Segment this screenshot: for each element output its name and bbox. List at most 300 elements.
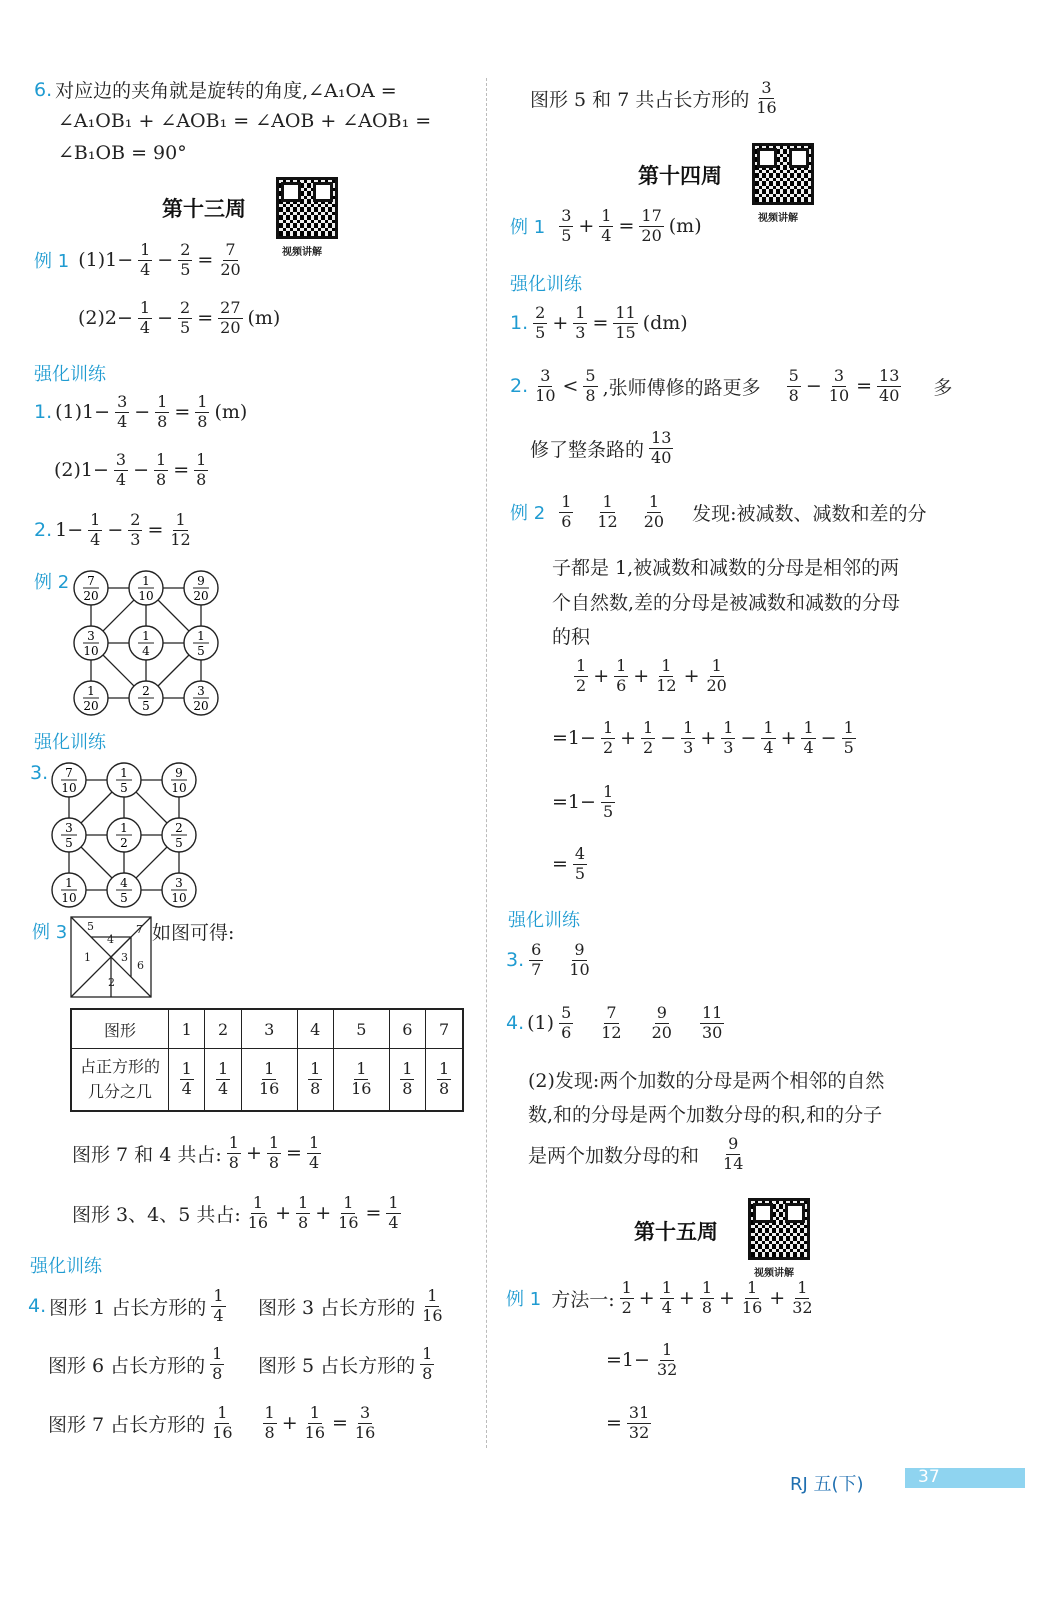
- denominator: 20: [220, 317, 241, 337]
- ex1-label: 例 1: [34, 251, 70, 273]
- numerator: 1: [264, 1058, 275, 1078]
- row-label-line: 几分之几: [87, 1082, 152, 1102]
- denominator: 4: [388, 1212, 399, 1232]
- fraction: [218, 242, 242, 279]
- node-denominator: 5: [120, 891, 128, 905]
- numerator: 1: [356, 1058, 367, 1078]
- unit: (m): [214, 401, 248, 424]
- t4-text: 图形 5 占长方形的: [258, 1354, 416, 1377]
- sum-text: 图形 3、4、5 共占:: [72, 1203, 241, 1226]
- numerator: 1: [343, 1193, 354, 1212]
- denominator: 8: [585, 385, 596, 405]
- r-ex1b-line1: 例 1 方法一: $\frac{1}{2}$ + $\frac{1}{4}$ + $\frac{1}{8}$ + $\frac{1}{16}$ + $\frac{1}{32}$: [506, 1278, 813, 1317]
- denominator: 3: [683, 737, 694, 757]
- node-numerator: 9: [197, 574, 205, 588]
- fraction: [194, 452, 208, 489]
- r-t4-text3: 是两个加数分母的和: [528, 1144, 700, 1167]
- fraction: [246, 1195, 270, 1232]
- ex1-part: (1)1−: [78, 249, 134, 272]
- tangram-piece-label: 7: [136, 923, 143, 936]
- numerator: 3: [117, 392, 128, 411]
- tangram-piece-label: 2: [108, 976, 115, 989]
- denominator: 40: [879, 385, 900, 405]
- table-header-cell: 2: [205, 1009, 241, 1049]
- cont-line: [530, 80, 781, 117]
- numerator: 1: [268, 1133, 280, 1152]
- qr-code-icon[interactable]: [748, 1198, 810, 1260]
- denominator: 6: [561, 1022, 572, 1042]
- denominator: 30: [701, 1022, 723, 1042]
- node-numerator: 1: [142, 574, 150, 588]
- t3-number: 3.: [30, 762, 49, 784]
- numerator: 6: [531, 940, 542, 959]
- numerator: 1: [601, 206, 612, 225]
- node-numerator: 2: [175, 821, 183, 835]
- numerator: 5: [585, 366, 596, 385]
- denominator: 8: [701, 1297, 712, 1317]
- numerator: 3: [561, 206, 572, 225]
- fraction: [583, 368, 597, 405]
- denominator: 12: [656, 675, 677, 695]
- fraction: [649, 430, 673, 467]
- r-ex2-text4: 的积: [552, 626, 591, 648]
- r-train-heading-1: 强化训练: [510, 274, 582, 295]
- r-t1-line: 1. $\frac{2}{5}$ + $\frac{1}{3}$ = $\frac{11}{15}$ (dm): [510, 303, 688, 342]
- denominator: 20: [641, 225, 662, 245]
- qr-code-icon[interactable]: [276, 177, 338, 239]
- tangram-piece-label: 6: [137, 959, 144, 972]
- numerator: 1: [763, 718, 774, 737]
- tangram-piece-label: 3: [121, 951, 128, 964]
- denominator: 16: [756, 97, 777, 117]
- node-denominator: 20: [83, 589, 99, 603]
- denominator: 7: [531, 959, 542, 979]
- denominator: 5: [574, 863, 586, 883]
- numerator: 2: [535, 303, 546, 322]
- denominator: 16: [354, 1422, 376, 1442]
- r-t4-line1: [506, 1005, 726, 1042]
- r-t2-text: ,张师傅修的路更多: [602, 376, 761, 399]
- numerator: 3: [833, 366, 845, 385]
- denominator: 8: [310, 1078, 321, 1098]
- denominator: 4: [181, 1078, 192, 1098]
- numerator: 1: [90, 510, 101, 529]
- numerator: 7: [225, 240, 236, 259]
- denominator: 10: [828, 385, 850, 405]
- r-ex1b-line3: = $\frac{31}{32}$: [606, 1403, 650, 1442]
- denominator: 14: [723, 1153, 744, 1173]
- qr-code-icon[interactable]: [752, 143, 814, 205]
- denominator: 5: [180, 317, 191, 337]
- r-ex2-sum4: = $\frac{4}{5}$: [552, 844, 586, 883]
- train-heading-2: 强化训练: [34, 732, 106, 753]
- node-denominator: 10: [171, 781, 187, 795]
- numerator: 1: [621, 1278, 632, 1297]
- denominator: 3: [723, 737, 734, 757]
- numerator: 3: [761, 78, 772, 97]
- fraction: [595, 494, 619, 531]
- node-numerator: 4: [120, 876, 128, 890]
- denominator: 16: [422, 1305, 443, 1325]
- t1-part: (1)1−: [55, 401, 111, 424]
- fraction: [115, 394, 129, 431]
- numerator: 31: [628, 1403, 650, 1422]
- r-ex2-line1: [510, 494, 927, 531]
- denominator: 16: [258, 1078, 280, 1098]
- fraction: [787, 368, 801, 405]
- denominator: 10: [535, 385, 556, 405]
- sum-7-4: 图形 7 和 4 共占: $\frac{1}{8}$ + $\frac{1}{8}$ = $\frac{1}{4}$: [72, 1133, 320, 1172]
- q6-line1: [34, 76, 397, 103]
- node-denominator: 10: [83, 644, 99, 658]
- ex1-line2: (2)2− $\frac{1}{4}$ − $\frac{2}{5}$ = $\frac{27}{20}$ (m): [78, 298, 281, 337]
- fraction: [386, 1195, 400, 1232]
- denominator: 4: [308, 1152, 320, 1172]
- fraction: [88, 512, 102, 549]
- numerator: 1: [139, 298, 151, 317]
- table-row-label: [71, 1049, 169, 1111]
- node-numerator: 1: [65, 876, 73, 890]
- table-header-cell: 5: [333, 1009, 389, 1049]
- denominator: 4: [661, 1297, 672, 1317]
- numerator: 9: [728, 1134, 739, 1153]
- node-denominator: 5: [175, 836, 183, 850]
- train-heading-3: 强化训练: [30, 1256, 102, 1277]
- node-denominator: 5: [142, 699, 150, 713]
- r-t2-line2: [530, 430, 675, 467]
- denominator: 16: [338, 1212, 359, 1232]
- numerator: 1: [843, 718, 854, 737]
- fraction: [573, 305, 587, 342]
- ex3-text: 如图可得:: [152, 922, 235, 944]
- node-numerator: 3: [175, 876, 183, 890]
- table-header-row: [71, 1009, 463, 1049]
- r-t4-line3: [528, 1136, 747, 1173]
- numerator: 1: [602, 492, 613, 511]
- t4-line1: [28, 1288, 228, 1325]
- r-t4-text1: (2)发现:两个加数的分母是两个相邻的自然: [528, 1070, 885, 1092]
- column-divider: [486, 78, 487, 1448]
- qr-caption: 视频讲解: [758, 213, 798, 224]
- numerator: 1: [616, 656, 627, 675]
- numerator: 1: [298, 1193, 309, 1212]
- r-ex1b-text: 方法一:: [551, 1288, 615, 1311]
- denominator: 2: [621, 1297, 632, 1317]
- fraction: [178, 242, 192, 279]
- node-numerator: 7: [65, 766, 73, 780]
- r-train-heading-2: 强化训练: [508, 910, 580, 931]
- table-cell: [169, 1049, 205, 1111]
- t1-number: 1.: [34, 401, 53, 424]
- numerator: 4: [574, 844, 586, 863]
- numerator: 1: [723, 718, 734, 737]
- r-ex1b-label: 例 1: [506, 1289, 542, 1311]
- t4-line3: 图形 7 占长方形的 $\frac{1}{16}$ $\frac{1}{8}$ + $\frac{1}{16}$ = $\frac{3}{16}$: [48, 1403, 376, 1442]
- cont-text: 图形 5 和 7 共占长方形的: [530, 88, 750, 111]
- r-t4-part: (1): [527, 1012, 555, 1035]
- fraction: [210, 1405, 234, 1442]
- r-t3-line: [506, 942, 594, 979]
- t4-line1b: [258, 1288, 447, 1325]
- denominator: 8: [156, 469, 167, 489]
- fraction: [613, 305, 637, 342]
- fraction: [420, 1346, 434, 1383]
- fraction: [559, 494, 573, 531]
- node-denominator: 10: [61, 781, 77, 795]
- t1-part2: (2)1−: [54, 459, 109, 482]
- table-cell: [389, 1049, 425, 1111]
- denominator: 8: [788, 385, 799, 405]
- r-ex1-line: 例 1 $\frac{3}{5}$ + $\frac{1}{4}$ = $\frac{17}{20}$ (m): [510, 206, 702, 245]
- numerator: 1: [701, 1278, 712, 1297]
- fraction: [303, 1405, 327, 1442]
- table-cell: [205, 1049, 241, 1111]
- numerator: 1: [264, 1403, 275, 1422]
- fraction: [168, 512, 192, 549]
- week13-title: 第十三周: [162, 197, 246, 221]
- denominator: 5: [602, 801, 614, 821]
- denominator: 4: [140, 259, 151, 279]
- r-ex2-text3: 个自然数,差的分母是被减数和减数的分母: [552, 592, 901, 614]
- denominator: 16: [247, 1212, 269, 1232]
- table-cell: [241, 1049, 297, 1111]
- numerator: 1: [181, 1058, 192, 1078]
- t4-text: 图形 6 占长方形的: [48, 1354, 206, 1377]
- row-label-line: 占正方形的: [79, 1056, 160, 1076]
- node-numerator: 1: [197, 629, 205, 643]
- r-ex2-label: 例 2: [510, 503, 546, 525]
- numerator: 1: [157, 392, 168, 411]
- numerator: 7: [606, 1003, 617, 1022]
- numerator: 1: [661, 1278, 672, 1297]
- node-denominator: 5: [65, 836, 73, 850]
- denominator: 2: [602, 737, 614, 757]
- q6-text1: 对应边的夹角就是旋转的角度,∠A₁OA =: [55, 80, 397, 102]
- denominator: 8: [228, 1152, 239, 1172]
- numerator: 1: [217, 1403, 228, 1422]
- q6-number: 6.: [34, 78, 53, 101]
- page-number: 37: [918, 1467, 940, 1487]
- fraction: [178, 300, 192, 337]
- numerator: 1: [576, 656, 587, 675]
- fraction: [138, 300, 152, 337]
- unit: (dm): [642, 312, 688, 335]
- denominator: 8: [422, 1363, 433, 1383]
- numerator: 27: [220, 298, 241, 317]
- denominator: 20: [643, 511, 665, 531]
- week14-title: 第十四周: [638, 164, 722, 188]
- unit: (m): [247, 307, 281, 330]
- fraction: [307, 1135, 321, 1172]
- denominator: 32: [628, 1422, 650, 1442]
- r-ex2-text: 发现:被减数、减数和差的分: [692, 502, 927, 525]
- denominator: 32: [792, 1297, 813, 1317]
- fraction: [114, 452, 128, 489]
- denominator: 4: [139, 317, 151, 337]
- numerator: 17: [641, 206, 662, 225]
- train-heading-1: 强化训练: [34, 364, 106, 385]
- numerator: 1: [309, 1403, 320, 1422]
- numerator: 3: [115, 450, 127, 469]
- t2-line: 2. 1− $\frac{1}{4}$ − $\frac{2}{3}$ = $\frac{1}{12}$: [34, 510, 191, 549]
- numerator: 1: [575, 303, 586, 322]
- node-numerator: 7: [87, 574, 95, 588]
- numerator: 1: [661, 656, 672, 675]
- numerator: 1: [803, 718, 814, 737]
- t3-grid-diagram: [48, 760, 208, 910]
- tangram-piece-label: 1: [84, 951, 91, 964]
- denominator: 20: [651, 1022, 672, 1042]
- t4-text: 图形 3 占长方形的: [258, 1296, 416, 1319]
- denominator: 8: [298, 1212, 309, 1232]
- fraction: [227, 1135, 241, 1172]
- r-t1-number: 1.: [510, 312, 529, 335]
- node-denominator: 10: [61, 891, 77, 905]
- denominator: 4: [601, 225, 612, 245]
- denominator: 16: [212, 1422, 233, 1442]
- denominator: 8: [264, 1422, 275, 1442]
- numerator: 11: [701, 1003, 723, 1022]
- numerator: 1: [175, 510, 186, 529]
- node-numerator: 3: [87, 629, 95, 643]
- fraction: [210, 1346, 224, 1383]
- numerator: 1: [228, 1133, 239, 1152]
- fraction: [195, 394, 209, 431]
- denominator: 8: [402, 1078, 413, 1098]
- denominator: 8: [197, 411, 208, 431]
- r-ex2-sum3: =1− $\frac{1}{5}$: [552, 782, 614, 821]
- fraction: [263, 1405, 277, 1442]
- fraction: [128, 512, 142, 549]
- numerator: 13: [651, 428, 672, 447]
- numerator: 1: [422, 1344, 433, 1363]
- node-numerator: 1: [120, 766, 128, 780]
- table-row: [71, 1049, 463, 1111]
- fraction: [533, 368, 557, 405]
- denominator: 12: [170, 529, 191, 549]
- numerator: 1: [213, 1286, 224, 1305]
- r-t2-more: 多: [933, 376, 953, 399]
- numerator: 1: [683, 718, 694, 737]
- numerator: 2: [130, 510, 141, 529]
- denominator: 10: [569, 959, 590, 979]
- t2-part: 1−: [55, 519, 84, 542]
- denominator: 4: [763, 737, 774, 757]
- t1-line1: 1. (1)1− $\frac{3}{4}$ − $\frac{1}{8}$ = $\frac{1}{8}$ (m): [34, 392, 248, 431]
- table-header-cell: 3: [241, 1009, 297, 1049]
- numerator: 1: [197, 392, 208, 411]
- denominator: 6: [616, 675, 627, 695]
- numerator: 5: [561, 1003, 572, 1022]
- t4-text: 图形 1 占长方形的: [49, 1296, 207, 1319]
- numerator: 9: [656, 1003, 667, 1022]
- numerator: 1: [648, 492, 659, 511]
- r-t3-number: 3.: [506, 949, 525, 972]
- table-header-cell: 7: [426, 1009, 463, 1049]
- node-denominator: 5: [120, 781, 128, 795]
- denominator: 3: [130, 529, 141, 549]
- r-t2-text2: 修了整条路的: [530, 438, 645, 461]
- r-ex2-sum2: =1− $\frac{1}{2}$ + $\frac{1}{2}$ − $\frac{1}{3}$ + $\frac{1}{3}$ − $\frac{1}{4}$ + $\frac{1}{4}$ − $\frac{1}{5}$: [552, 718, 854, 757]
- r-ex1-label: 例 1: [510, 217, 546, 239]
- fraction: [353, 1405, 377, 1442]
- fraction: [754, 80, 778, 117]
- fraction: [154, 452, 168, 489]
- node-denominator: 4: [142, 644, 150, 658]
- node-numerator: 1: [142, 629, 150, 643]
- table-header-cell: 4: [297, 1009, 333, 1049]
- numerator: 11: [615, 303, 636, 322]
- r-ex2-text2: 子都是 1,被减数和减数的分母是相邻的两: [552, 557, 900, 579]
- denominator: 4: [803, 737, 814, 757]
- ex1-line1: 例 1 (1)1− $\frac{1}{4}$ − $\frac{2}{5}$ = $\frac{7}{20}$: [34, 240, 241, 279]
- fraction: [138, 242, 152, 279]
- r-t4-number: 4.: [506, 1012, 525, 1035]
- denominator: 8: [438, 1078, 450, 1098]
- numerator: 1: [218, 1058, 229, 1078]
- numerator: 3: [540, 366, 551, 385]
- denominator: 5: [180, 259, 191, 279]
- numerator: 2: [180, 298, 191, 317]
- fraction: [639, 208, 663, 245]
- fraction: [267, 1135, 281, 1172]
- numerator: 1: [427, 1286, 438, 1305]
- numerator: 1: [561, 492, 572, 511]
- r-t2-number: 2.: [510, 375, 529, 398]
- denominator: 5: [535, 322, 546, 342]
- numerator: 1: [643, 718, 654, 737]
- tangram-piece-label: 4: [107, 933, 114, 946]
- table-cell: [426, 1049, 463, 1111]
- node-numerator: 1: [120, 821, 128, 835]
- t4-line2: [48, 1346, 226, 1383]
- fraction: [420, 1288, 444, 1325]
- numerator: 9: [574, 940, 585, 959]
- numerator: 1: [602, 718, 614, 737]
- denominator: 5: [561, 225, 572, 245]
- numerator: 1: [438, 1058, 450, 1078]
- fraction: [155, 394, 169, 431]
- denominator: 8: [268, 1152, 280, 1172]
- denominator: 20: [706, 675, 727, 695]
- table-header-cell: 1: [169, 1009, 205, 1049]
- t4-line2b: [258, 1346, 436, 1383]
- denominator: 40: [651, 447, 672, 467]
- denominator: 16: [304, 1422, 325, 1442]
- fraction: [827, 368, 851, 405]
- node-numerator: 9: [175, 766, 183, 780]
- q6-line3: ∠B₁OB = 90°: [58, 142, 187, 164]
- table-cell: [333, 1049, 389, 1111]
- numerator: 1: [252, 1193, 264, 1212]
- denominator: 8: [212, 1363, 223, 1383]
- node-denominator: 20: [193, 699, 209, 713]
- node-numerator: 1: [87, 684, 95, 698]
- numerator: 1: [156, 450, 167, 469]
- denominator: 12: [597, 511, 618, 531]
- t2-number: 2.: [34, 519, 53, 542]
- fraction: [296, 1195, 310, 1232]
- q6-line2: ∠A₁OB₁ + ∠AOB₁ = ∠AOB + ∠AOB₁ =: [58, 110, 432, 132]
- numerator: 1: [196, 450, 207, 469]
- ex1-part2: (2)2−: [78, 307, 133, 330]
- table-cell: [297, 1049, 333, 1111]
- denominator: 15: [615, 322, 636, 342]
- week15-title: 第十五周: [634, 1220, 718, 1244]
- denominator: 6: [561, 511, 572, 531]
- t4-text: 图形 7 占长方形的: [48, 1413, 206, 1436]
- node-denominator: 20: [193, 589, 209, 603]
